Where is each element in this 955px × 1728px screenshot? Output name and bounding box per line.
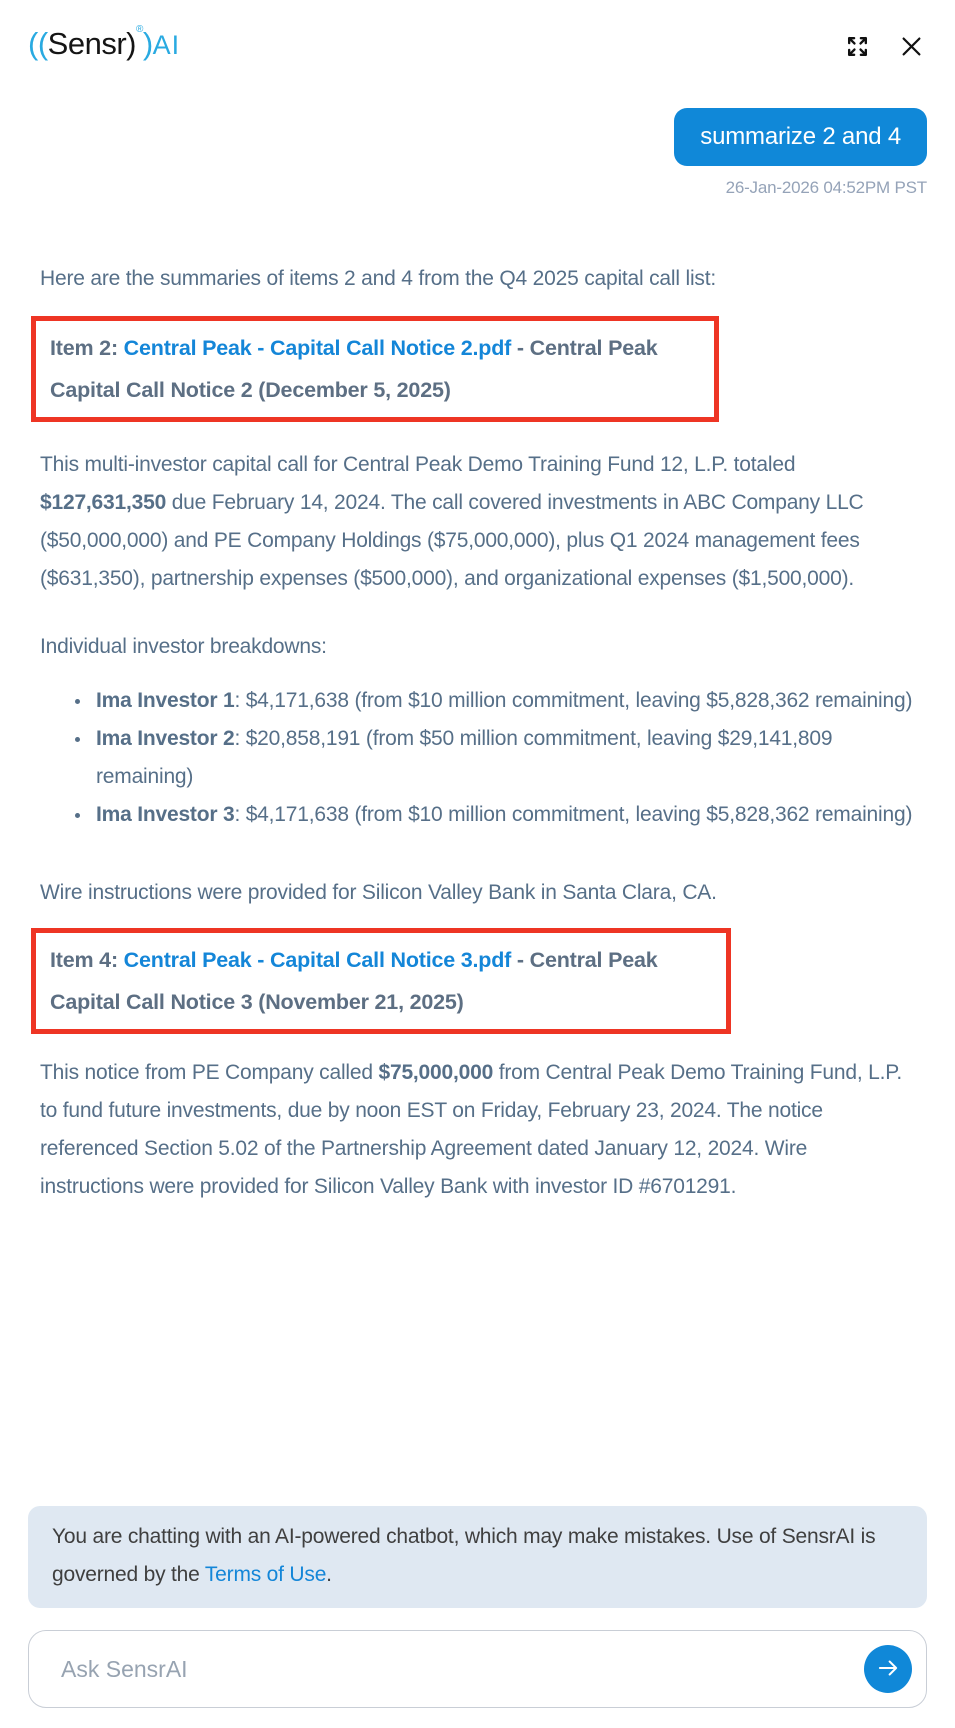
item2-total-amount: $127,631,350 — [40, 491, 167, 514]
logo-close-paren-dark: ) — [126, 26, 136, 61]
footer — [0, 1506, 955, 1728]
user-message-row — [28, 108, 927, 166]
ask-input[interactable] — [61, 1656, 864, 1683]
registered-mark: ® — [135, 24, 143, 35]
ai-disclaimer-banner — [28, 1506, 927, 1608]
logo-close-paren-blue: ) — [142, 26, 153, 61]
investor-name: Ima Investor 2 — [96, 727, 235, 750]
investor-list — [40, 682, 915, 834]
item4-prefix: Item 4: — [50, 948, 124, 972]
list-item — [92, 796, 915, 834]
item4-pdf-link[interactable]: Central Peak - Capital Call Notice 3.pdf — [123, 948, 512, 972]
message-input-bar — [28, 1630, 927, 1708]
sensrai-logo — [28, 26, 180, 62]
send-icon — [875, 1655, 901, 1684]
investor-name: Ima Investor 1 — [96, 689, 235, 712]
expand-button[interactable] — [843, 34, 871, 62]
list-item — [92, 720, 915, 796]
item4-highlight-box — [31, 928, 731, 1034]
item2-highlight-box — [31, 316, 719, 422]
investor-details: : $20,858,191 (from $50 million commitment, leaving $29,141,809 remaining) — [96, 727, 833, 788]
disclaimer-text-before: You are chatting with an AI-powered chatbot, which may make mistakes. Use of SensrAI is governed by the — [52, 1525, 876, 1586]
logo-name: Sensr — [47, 26, 127, 61]
expand-icon — [844, 33, 871, 63]
item2-summary-after: due February 14, 2024. The call covered investments in ABC Company LLC ($50,000,000) and PE Company Holdings ($75,000,000), plus Q1 2024 management fees ($631,350), partnership expenses ($500,000), and organizational expenses ($1,500,000). — [40, 491, 864, 590]
item4-summary-before: This notice from PE Company called — [40, 1061, 379, 1084]
investor-name: Ima Investor 3 — [96, 803, 235, 826]
list-item — [92, 682, 915, 720]
logo-ai-suffix: AI — [152, 30, 181, 60]
item2-pdf-link[interactable]: Central Peak - Capital Call Notice 2.pdf — [123, 336, 512, 360]
terms-of-use-link[interactable]: Terms of Use — [204, 1563, 327, 1586]
header — [0, 0, 955, 62]
item4-summary-after: from Central Peak Demo Training Fund, L.P. to fund future investments, due by noon EST on Friday, February 23, 2024. The notice referenced Section 5.02 of the Partnership Agreement dated January 12, 2024. Wire instructions were provided for Silicon Valley Bank with investor ID #6701291. — [40, 1061, 902, 1198]
chat-area — [0, 62, 955, 1506]
investor-details: : $4,171,638 (from $10 million commitment, leaving $5,828,362 remaining) — [234, 803, 913, 826]
item4-suffix: - Central Peak Capital Call Notice 3 (November 21, 2025) — [50, 948, 658, 1014]
intro-text: Here are the summaries of items 2 and 4 from the Q4 2025 capital call list: — [40, 267, 716, 290]
investor-details: : $4,171,638 (from $10 million commitment, leaving $5,828,362 remaining) — [234, 689, 913, 712]
item2-prefix: Item 2: — [50, 336, 124, 360]
close-icon — [898, 33, 925, 63]
user-message-bubble: summarize 2 and 4 — [674, 108, 927, 166]
assistant-message — [28, 260, 927, 1206]
wire-instructions-note: Wire instructions were provided for Silicon Valley Bank in Santa Clara, CA. — [40, 881, 717, 904]
item2-summary — [40, 446, 915, 598]
item4-heading — [50, 939, 712, 1023]
item2-summary-before: This multi-investor capital call for Central Peak Demo Training Fund 12, L.P. totaled — [40, 453, 796, 476]
item2-heading — [50, 327, 700, 411]
send-button[interactable] — [864, 1645, 912, 1693]
close-button[interactable] — [897, 34, 925, 62]
logo-open-parens: (( — [28, 26, 48, 61]
item4-summary — [40, 1054, 915, 1206]
item2-suffix: - Central Peak Capital Call Notice 2 (December 5, 2025) — [50, 336, 658, 402]
message-timestamp: 26-Jan-2026 04:52PM PST — [725, 178, 927, 197]
header-actions — [843, 26, 925, 62]
breakdown-label: Individual investor breakdowns: — [40, 635, 327, 658]
disclaimer-text-after: . — [326, 1563, 332, 1586]
item4-total-amount: $75,000,000 — [378, 1061, 494, 1084]
